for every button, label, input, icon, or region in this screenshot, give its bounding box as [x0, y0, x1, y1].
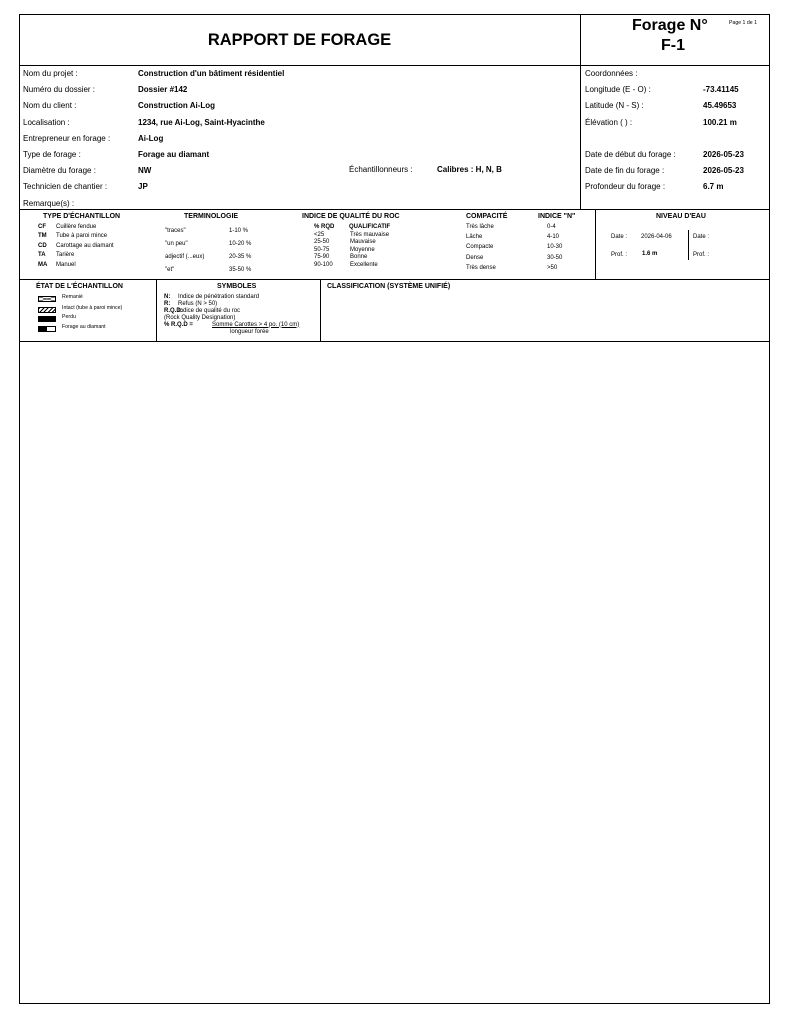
water-date2-label: Date : — [693, 234, 710, 240]
state-swatch — [38, 296, 56, 302]
header-split — [580, 14, 581, 66]
legend-state: Remanié — [62, 294, 83, 300]
report-frame — [19, 14, 770, 1004]
legend-rqd: 75-90 — [314, 254, 330, 261]
info-label: Date de début du forage : — [585, 150, 676, 159]
legend-n-title: INDICE "N" — [538, 213, 576, 220]
legend-term-pct: 1-10 % — [229, 228, 249, 234]
state-swatch — [38, 316, 56, 322]
legend-type-code: TA — [38, 252, 46, 259]
info-label: Localisation : — [23, 117, 70, 127]
water-prof2-label: Prof. : — [693, 252, 710, 258]
legend-state: Forage au diamant — [62, 324, 106, 330]
legend-sym-key: N: — [164, 294, 171, 300]
forage-label: Forage N° — [632, 17, 708, 34]
legend-comp-title: COMPACITÉ — [466, 213, 508, 220]
legend-rqd-title: INDICE DE QUALITÉ DU ROC — [302, 213, 400, 220]
legend-n: 0-4 — [547, 224, 556, 230]
legend-type-code: MA — [38, 261, 48, 268]
legend-type-code: TM — [38, 233, 47, 240]
legend-class-title: CLASSIFICATION (SYSTÈME UNIFIÉ) — [327, 283, 451, 290]
info-value: 1234, rue Ai-Log, Saint-Hyacinthe — [138, 117, 265, 127]
legend-water-title: NIVEAU D'EAU — [656, 213, 706, 220]
legend-sym-text: Refus (N > 50) — [178, 300, 218, 307]
legend-rqd: 25-50 — [314, 239, 330, 246]
water-date-label: Date : — [611, 234, 628, 240]
water-sep — [688, 230, 689, 260]
info-label: Coordonnées : — [585, 69, 638, 78]
info-value: -73.41145 — [703, 85, 739, 95]
info-value: 6.7 m — [703, 182, 724, 192]
legend-comp: Très dense — [466, 264, 496, 271]
info-label: Type de forage : — [23, 150, 81, 159]
legend-comp: Très lâche — [466, 224, 494, 230]
legend-rqd-q: Excellente — [350, 261, 378, 268]
info-label: Élévation ( ) : — [585, 117, 633, 127]
info-value: Forage au diamant — [138, 150, 210, 159]
water-box-left — [595, 210, 596, 279]
legend-rqd-q: Moyenne — [350, 246, 375, 253]
samplers-label: Échantillonneurs : — [349, 165, 413, 174]
info-value: 2026-05-23 — [703, 166, 744, 176]
legend-term-title: TERMINOLOGIE — [184, 213, 239, 220]
info-value: 45.49653 — [703, 101, 737, 111]
legend-sym-text: Somme Carottes > 4 po. (10 cm) — [212, 321, 300, 328]
legend-rqd-q: Mauvaise — [350, 239, 376, 246]
samplers-value: Calibres : H, N, B — [437, 165, 502, 174]
info-label: Nom du projet : — [23, 69, 78, 78]
info-value: 2026-05-23 — [703, 150, 744, 159]
info-value: Dossier #142 — [138, 85, 188, 95]
legend-term-pct: 35-50 % — [229, 267, 252, 273]
legend-comp: Dense — [466, 254, 484, 261]
info-label: Longitude (E - O) : — [585, 85, 651, 95]
legend-rqd-q: Bonne — [350, 254, 368, 261]
legend-sym-text: (Rock Quality Designation) — [164, 314, 236, 321]
table-top — [19, 341, 770, 342]
info-value: Construction d'un bâtiment résidentiel — [138, 69, 285, 78]
info-label: Date de fin du forage : — [585, 166, 665, 176]
info-value: NW — [138, 166, 152, 176]
legend-term: adjectif (...eux) — [165, 254, 205, 260]
info-label: Remarque(s) : — [23, 198, 75, 208]
state-swatch — [38, 307, 56, 313]
header-divider — [19, 65, 770, 66]
report-title: RAPPORT DE FORAGE — [207, 31, 392, 49]
legend-rqd-h2: QUALIFICATIF — [349, 224, 391, 230]
legend-term-pct: 10-20 % — [229, 241, 252, 247]
legend2-sep1 — [156, 279, 157, 341]
legend-term: "et" — [165, 267, 175, 273]
legend-type-text: Cuillère fendue — [56, 224, 97, 230]
legend-term: "traces" — [165, 228, 186, 234]
legend-n: 10-30 — [547, 244, 563, 251]
legend-n: 4-10 — [547, 234, 560, 241]
legend-term: "un peu" — [165, 241, 188, 247]
info-label: Technicien de chantier : — [23, 182, 108, 192]
page-number: Page 1 de 1 — [729, 20, 757, 26]
info-value: Construction Ai-Log — [138, 101, 216, 111]
legend-type-title: TYPE D'ÉCHANTILLON — [43, 213, 121, 220]
info-label: Profondeur du forage : — [585, 182, 666, 192]
info-label: Nom du client : — [23, 101, 77, 111]
legend-n: 30-50 — [547, 254, 563, 261]
legend-type-text: Manuel — [56, 261, 76, 268]
info-label: Entrepreneur en forage : — [23, 133, 111, 143]
legend-sym-text: Indice de qualité du roc — [178, 307, 241, 314]
water-date: 2026-04-06 — [641, 234, 672, 240]
legend-state-title: ÉTAT DE L'ÉCHANTILLON — [36, 283, 123, 290]
info-split — [580, 65, 581, 209]
legend-n: >50 — [547, 264, 558, 271]
legend2-sep2 — [320, 279, 321, 341]
legend-rqd: 50-75 — [314, 246, 330, 253]
legend-rqd-q: Très mauvaise — [350, 232, 390, 238]
info-label: Numéro du dossier : — [23, 85, 96, 95]
legend-comp: Lâche — [466, 234, 483, 241]
legend-rqd: 90-100 — [314, 261, 333, 268]
info-value: Ai-Log — [138, 133, 164, 143]
info-label: Diamètre du forage : — [23, 166, 96, 176]
legend-sym-title: SYMBOLES — [217, 283, 257, 290]
info-value: 100.21 m — [703, 117, 737, 127]
legend-sym-key: R: — [164, 300, 171, 307]
legend-divider — [19, 279, 770, 280]
legend-sym-text: longueur forée — [230, 328, 269, 335]
legend-type-code: CD — [38, 242, 47, 249]
forage-id: F-1 — [661, 37, 685, 54]
legend-comp: Compacte — [466, 244, 494, 251]
legend-sym-key: R.Q.D: — [164, 307, 183, 314]
legend-sym-key: % R.Q.D = — [164, 321, 193, 328]
legend-type-text: Carottage au diamant — [56, 242, 114, 249]
legend-type-text: Tube à paroi mince — [56, 233, 108, 240]
legend-state: Intact (tube à paroi mince) — [62, 305, 123, 311]
info-value: JP — [138, 182, 148, 192]
water-prof-label: Prof. : — [611, 252, 628, 258]
info-label: Latitude (N - S) : — [585, 101, 644, 111]
legend-rqd: <25 — [314, 232, 325, 238]
info-divider — [19, 209, 770, 210]
legend-rqd-h1: % RQD — [314, 224, 335, 230]
water-prof: 1.6 m — [642, 251, 658, 257]
legend-type-text: Tarière — [56, 252, 75, 259]
legend-state: Perdu — [62, 314, 76, 320]
legend-type-code: CF — [38, 224, 46, 230]
legend-sym-text: Indice de pénétration standard — [178, 294, 260, 300]
legend-term-pct: 20-35 % — [229, 254, 252, 260]
state-swatch — [38, 326, 56, 332]
